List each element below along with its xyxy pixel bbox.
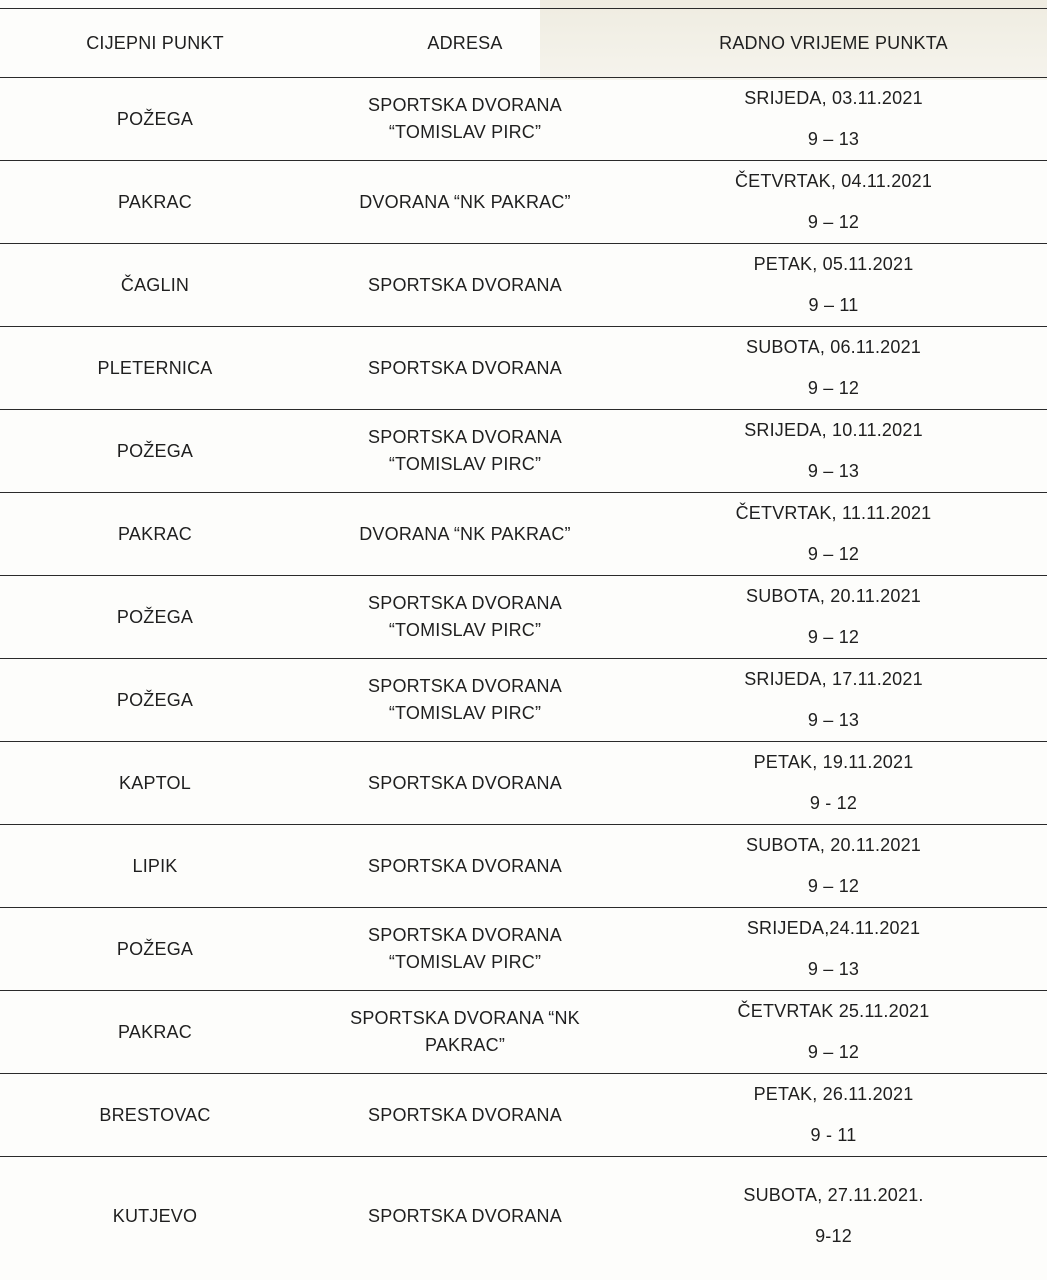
point-cell: POŽEGA bbox=[0, 576, 310, 659]
hours-cell bbox=[620, 576, 1047, 659]
time-text: 9 – 12 bbox=[807, 1042, 860, 1062]
date-text: SUBOTA, 06.11.2021 bbox=[745, 337, 922, 357]
time-text: 9 - 12 bbox=[809, 793, 858, 813]
address-cell: SPORTSKA DVORANA “TOMISLAV PIRC” bbox=[310, 78, 620, 161]
address-cell: SPORTSKA DVORANA bbox=[310, 742, 620, 825]
hours-cell bbox=[620, 78, 1047, 161]
hours-cell bbox=[620, 493, 1047, 576]
address-cell: SPORTSKA DVORANA “NK PAKRAC” bbox=[310, 991, 620, 1074]
table-body bbox=[0, 78, 1047, 1276]
table-row bbox=[0, 825, 1047, 908]
address-cell: SPORTSKA DVORANA bbox=[368, 1205, 562, 1226]
hours-cell bbox=[620, 742, 1047, 825]
hours-cell bbox=[620, 1074, 1047, 1157]
time-text: 9 – 12 bbox=[807, 876, 860, 896]
point-cell: POŽEGA bbox=[0, 78, 310, 161]
time-text: 9-12 bbox=[815, 1226, 852, 1246]
header-point: CIJEPNI PUNKT bbox=[0, 9, 310, 78]
date-text: SUBOTA, 27.11.2021. bbox=[743, 1185, 924, 1205]
header-row bbox=[0, 9, 1047, 78]
table-row bbox=[0, 244, 1047, 327]
address-cell: SPORTSKA DVORANA bbox=[310, 1074, 620, 1157]
table-row bbox=[0, 493, 1047, 576]
point-cell: ČAGLIN bbox=[0, 244, 310, 327]
address-cell: SPORTSKA DVORANA “TOMISLAV PIRC” bbox=[310, 659, 620, 742]
time-text: 9 – 11 bbox=[808, 295, 859, 315]
header-hours: RADNO VRIJEME PUNKTA bbox=[620, 9, 1047, 78]
address-cell: SPORTSKA DVORANA bbox=[310, 327, 620, 410]
date-text: SRIJEDA,24.11.2021 bbox=[746, 918, 921, 938]
time-text: 9 – 12 bbox=[807, 627, 860, 647]
address-cell: SPORTSKA DVORANA bbox=[310, 825, 620, 908]
date-text: ČETVRTAK 25.11.2021 bbox=[737, 1001, 930, 1021]
date-text: PETAK, 05.11.2021 bbox=[753, 254, 914, 274]
date-text: SUBOTA, 20.11.2021 bbox=[745, 835, 922, 855]
time-text: 9 – 13 bbox=[807, 461, 860, 481]
address-cell: DVORANA “NK PAKRAC” bbox=[310, 493, 620, 576]
date-text: PETAK, 19.11.2021 bbox=[753, 752, 914, 772]
point-cell: PAKRAC bbox=[0, 493, 310, 576]
date-text: ČETVRTAK, 04.11.2021 bbox=[734, 171, 933, 191]
hours-cell bbox=[620, 908, 1047, 991]
table-row bbox=[0, 327, 1047, 410]
address-cell: SPORTSKA DVORANA “TOMISLAV PIRC” bbox=[310, 410, 620, 493]
date-text: SRIJEDA, 10.11.2021 bbox=[744, 420, 923, 440]
table-row bbox=[0, 742, 1047, 825]
address-cell: DVORANA “NK PAKRAC” bbox=[310, 161, 620, 244]
table-header bbox=[0, 9, 1047, 78]
time-text: 9 – 13 bbox=[807, 710, 860, 730]
point-cell: KAPTOL bbox=[0, 742, 310, 825]
table-row bbox=[0, 161, 1047, 244]
point-cell: POŽEGA bbox=[0, 410, 310, 493]
address-cell: SPORTSKA DVORANA “TOMISLAV PIRC” bbox=[310, 908, 620, 991]
table-row bbox=[0, 908, 1047, 991]
table-row bbox=[0, 991, 1047, 1074]
time-text: 9 – 13 bbox=[807, 959, 860, 979]
time-text: 9 – 12 bbox=[807, 544, 860, 564]
table-row bbox=[0, 576, 1047, 659]
point-cell: POŽEGA bbox=[0, 659, 310, 742]
point-cell: PLETERNICA bbox=[0, 327, 310, 410]
hours-cell bbox=[620, 244, 1047, 327]
time-text: 9 – 13 bbox=[807, 129, 860, 149]
table-row bbox=[0, 659, 1047, 742]
address-cell: SPORTSKA DVORANA bbox=[310, 244, 620, 327]
date-text: ČETVRTAK, 11.11.2021 bbox=[735, 503, 932, 523]
time-text: 9 – 12 bbox=[807, 212, 860, 232]
point-cell: PAKRAC bbox=[0, 161, 310, 244]
point-cell: BRESTOVAC bbox=[0, 1074, 310, 1157]
date-text: PETAK, 26.11.2021 bbox=[753, 1084, 914, 1104]
hours-cell bbox=[620, 327, 1047, 410]
table-row bbox=[0, 1074, 1047, 1157]
header-address: ADRESA bbox=[310, 9, 620, 78]
hours-cell bbox=[620, 1157, 1047, 1276]
hours-cell bbox=[620, 825, 1047, 908]
hours-cell bbox=[620, 161, 1047, 244]
point-cell: KUTJEVO bbox=[112, 1205, 198, 1226]
point-cell: PAKRAC bbox=[0, 991, 310, 1074]
point-cell: LIPIK bbox=[0, 825, 310, 908]
table-row bbox=[0, 1157, 1047, 1276]
address-cell: SPORTSKA DVORANA “TOMISLAV PIRC” bbox=[310, 576, 620, 659]
table-row bbox=[0, 410, 1047, 493]
date-text: SRIJEDA, 17.11.2021 bbox=[744, 669, 923, 689]
time-text: 9 – 12 bbox=[807, 378, 860, 398]
date-text: SRIJEDA, 03.11.2021 bbox=[744, 88, 923, 108]
time-text: 9 - 11 bbox=[810, 1125, 857, 1145]
hours-cell bbox=[620, 991, 1047, 1074]
hours-cell bbox=[620, 659, 1047, 742]
hours-cell bbox=[620, 410, 1047, 493]
date-text: SUBOTA, 20.11.2021 bbox=[745, 586, 922, 606]
point-cell: POŽEGA bbox=[0, 908, 310, 991]
vaccination-schedule-table bbox=[0, 8, 1047, 1275]
table-row bbox=[0, 78, 1047, 161]
